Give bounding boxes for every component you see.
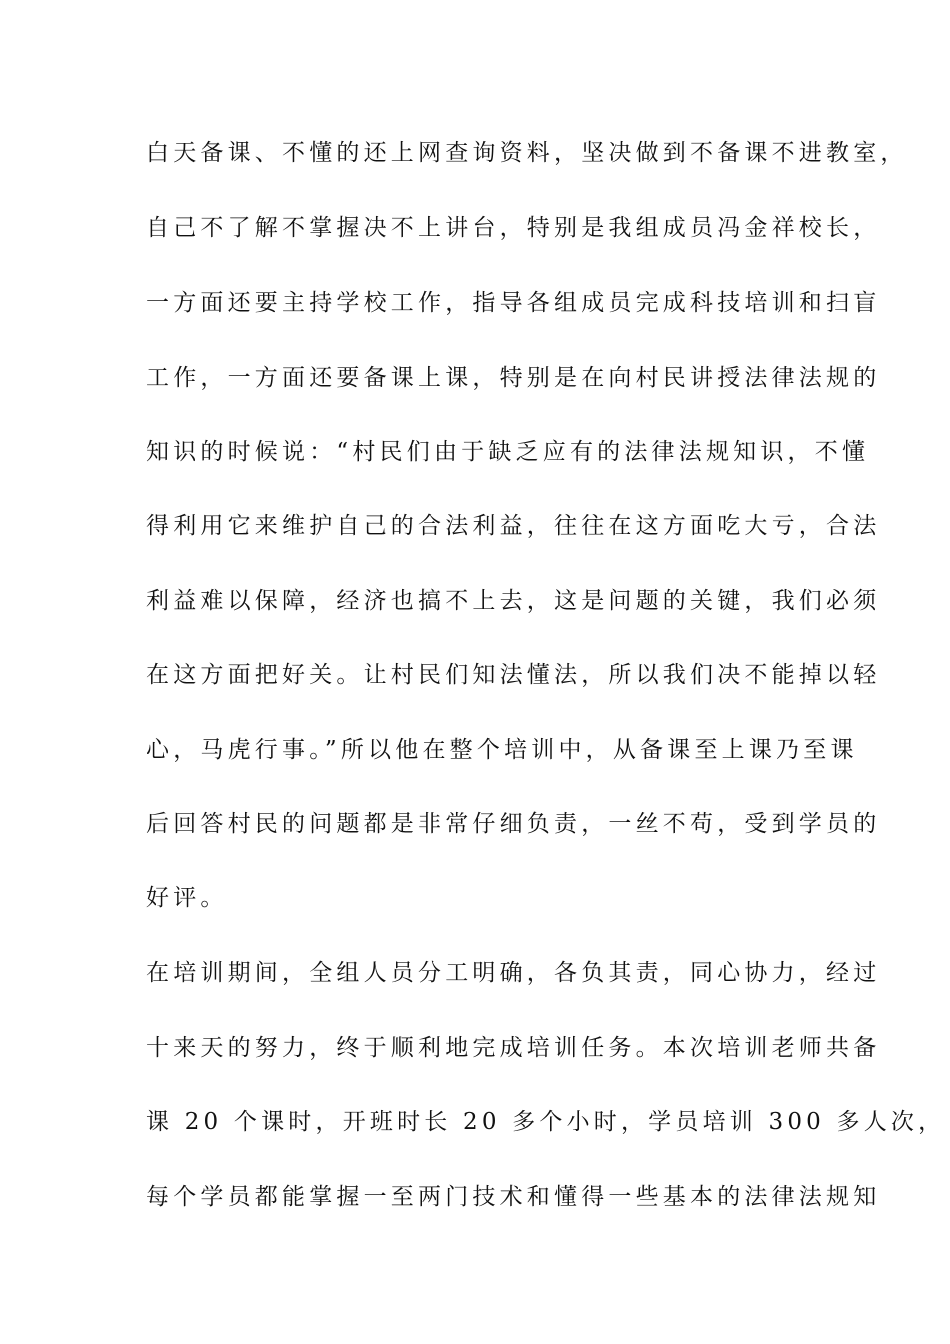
paragraph-line: 在培训期间，全组人员分工明确，各负其责，同心协力，经过: [146, 960, 881, 986]
paragraph-line: 心，马虎行事。”所以他在整个培训中，从备课至上课乃至课: [146, 737, 858, 763]
paragraph-line: 得利用它来维护自己的合法利益，往往在这方面吃大亏，合法: [146, 513, 881, 539]
paragraph-line: 工作，一方面还要备课上课，特别是在向村民讲授法律法规的: [146, 365, 881, 391]
paragraph-line: 利益难以保障，经济也搞不上去，这是问题的关键，我们必须: [146, 588, 881, 614]
paragraph-line: 每个学员都能掌握一至两门技术和懂得一些基本的法律法规知: [146, 1184, 881, 1210]
paragraph-line: 十来天的努力，终于顺利地完成培训任务。本次培训老师共备: [146, 1035, 881, 1061]
paragraph-line: 好评。: [146, 885, 228, 911]
paragraph-line: 在这方面把好关。让村民们知法懂法，所以我们决不能掉以轻: [146, 662, 881, 688]
paragraph-line: 知识的时候说：“村民们由于缺乏应有的法律法规知识，不懂: [146, 439, 870, 465]
paragraph-line: 白天备课、不懂的还上网查询资料，坚决做到不备课不进教室，: [146, 140, 908, 166]
paragraph-line: 课 20 个课时，开班时长 20 多个小时，学员培训 300 多人次，: [146, 1109, 946, 1135]
paragraph-line: 自己不了解不掌握决不上讲台，特别是我组成员冯金祥校长，: [146, 215, 881, 241]
paragraph-line: 一方面还要主持学校工作，指导各组成员完成科技培训和扫盲: [146, 290, 881, 316]
paragraph-line: 后回答村民的问题都是非常仔细负责，一丝不苟，受到学员的: [146, 811, 881, 837]
